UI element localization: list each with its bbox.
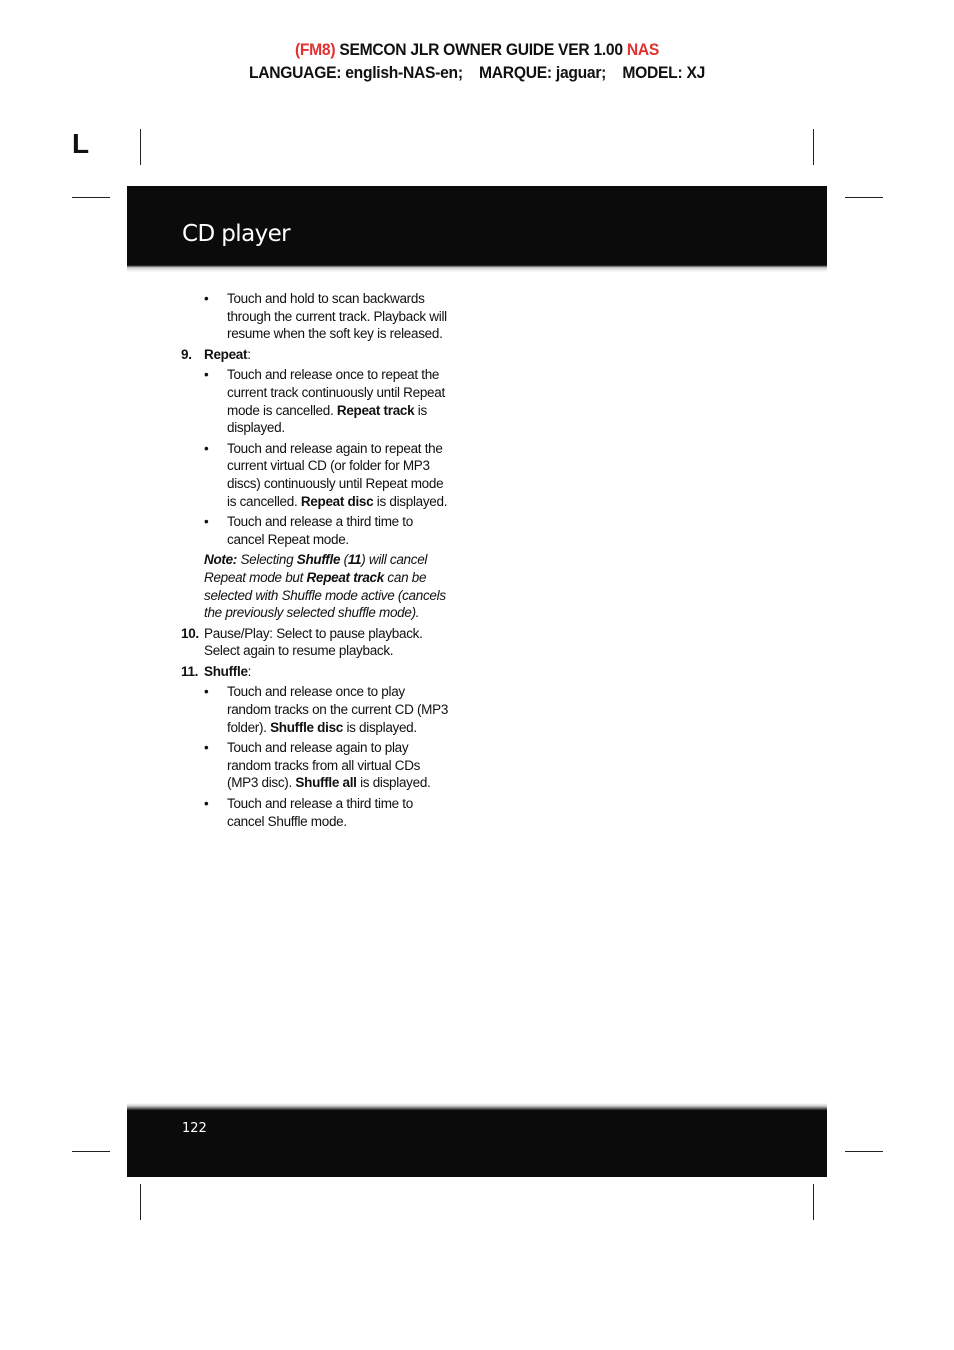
- bullet-repeat-track: • Touch and release once to repeat the current track continuously until Repeat mode is cancelled. Repeat track is displayed.: [181, 366, 451, 436]
- footer-band: [127, 1103, 827, 1177]
- item-label: Shuffle: [204, 663, 248, 679]
- bullet-scan-backwards: • Touch and hold to scan backwards through the current track. Playback will resume when the soft key is released.: [181, 290, 451, 343]
- header-guide-title: SEMCON JLR OWNER GUIDE VER 1.00: [335, 40, 627, 59]
- crop-mark-top-right-v: [813, 129, 814, 165]
- section-title: CD player: [182, 221, 290, 247]
- crop-mark-bottom-left-h: [72, 1151, 110, 1152]
- item-label: Repeat: [204, 346, 248, 362]
- section-title-band: [127, 186, 827, 272]
- crop-mark-bottom-right-h: [845, 1151, 883, 1152]
- item-number: 11.: [181, 663, 199, 679]
- crop-mark-top-left-v: [140, 129, 141, 165]
- note-shuffle-repeat: Note: Selecting Shuffle (11) will cancel Repeat mode but Repeat track can be selected with Shuffle mode active (cancels the previously selected shuffle mode).: [204, 552, 446, 621]
- bullet-shuffle-disc: • Touch and release once to play random tracks on the current CD (MP3 folder). Shuffle disc is displayed.: [181, 683, 451, 736]
- item-repeat: 9. Repeat:: [181, 346, 251, 362]
- corner-letter: L: [72, 128, 90, 159]
- item-number: 10.: [181, 625, 199, 641]
- bullet-repeat-disc: • Touch and release again to repeat the current virtual CD (or folder for MP3 discs) continuously until Repeat mode is cancelled. Repeat disc is displayed.: [181, 440, 451, 510]
- crop-mark-bottom-left-v: [140, 1184, 141, 1220]
- header-fm8: (FM8): [294, 40, 336, 59]
- bullet-cancel-shuffle: • Touch and release a third time to cancel Shuffle mode.: [181, 795, 451, 830]
- page-number: 122: [182, 1121, 207, 1136]
- item-number: 9.: [181, 346, 192, 362]
- bullet-cancel-repeat: • Touch and release a third time to cancel Repeat mode.: [181, 513, 451, 548]
- main-content: [181, 290, 451, 833]
- item-shuffle: 11. Shuffle:: [181, 663, 252, 679]
- crop-mark-top-left-h: [72, 197, 110, 198]
- item-pause-play: 10. Pause/Play: Select to pause playback. Select again to resume playback.: [181, 625, 423, 659]
- header-nas: NAS: [626, 40, 660, 59]
- crop-mark-bottom-right-v: [813, 1184, 814, 1220]
- document-header-line2: LANGUAGE: english-NAS-en; MARQUE: jaguar; MODEL: XJ: [248, 63, 706, 82]
- crop-mark-top-right-h: [845, 197, 883, 198]
- bullet-shuffle-all: • Touch and release again to play random tracks from all virtual CDs (MP3 disc). Shuffle all is displayed.: [181, 739, 451, 792]
- document-header-line1: [38, 40, 916, 60]
